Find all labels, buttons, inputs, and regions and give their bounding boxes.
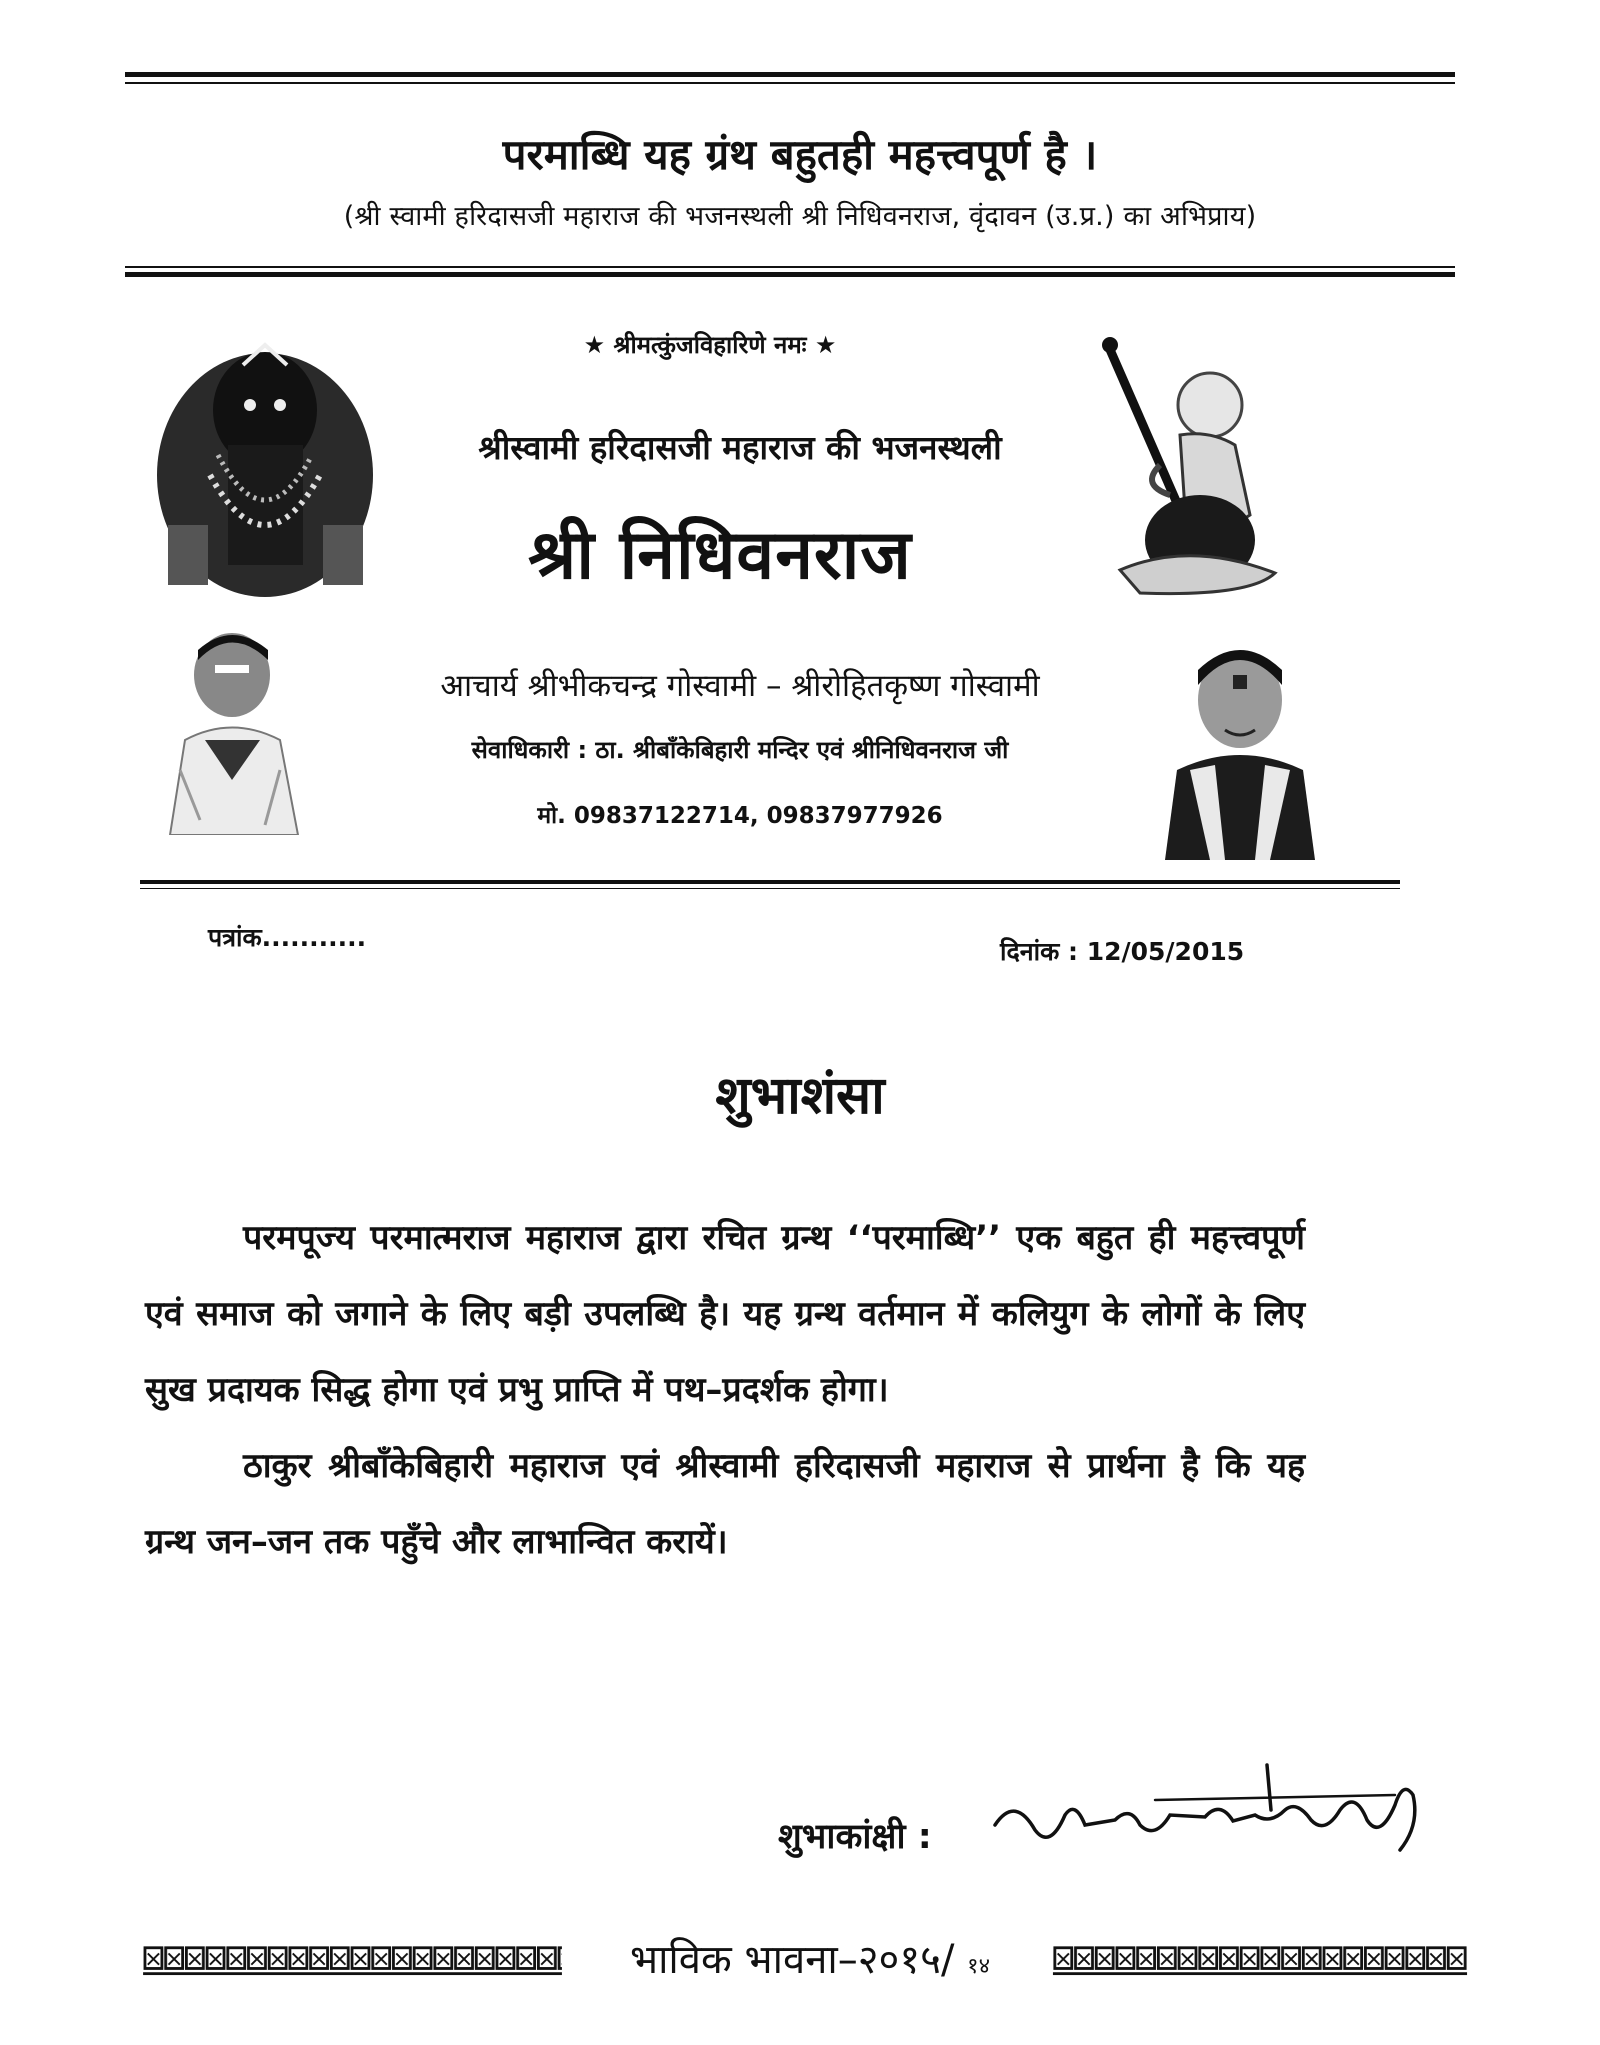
footer-page-number: १४ xyxy=(967,1954,991,1979)
footer-ornament-left xyxy=(130,1944,575,1976)
letterhead-line1: श्रीस्वामी हरिदासजी महाराज की भजनस्थली xyxy=(478,428,1002,467)
page-subtitle: (श्री स्वामी हरिदासजी महाराज की भजनस्थली श्री निधिवनराज, वृंदावन (उ.प्र.) का अभिप्राय) xyxy=(343,201,1257,232)
body-paragraph-2: ठाकुर श्रीबाँकेबिहारी महाराज एवं श्रीस्वामी हरिदासजी महाराज से प्रार्थना है कि यह ग्रन्थ जन–जन तक पहुँचे और लाभान्वित करायें। xyxy=(145,1446,1305,1562)
saint-with-tanpura-image xyxy=(1100,335,1290,605)
footer xyxy=(130,1930,1480,1984)
letterhead-rule-thick xyxy=(140,880,1400,884)
deity-image xyxy=(148,325,383,600)
footer-ornament-right xyxy=(1040,1944,1480,1976)
letterhead-phone: मो. 09837122714, 09837977926 xyxy=(537,803,943,829)
page-title: परमाब्धि यह ग्रंथ बहुतही महत्त्वपूर्ण है । xyxy=(502,130,1098,179)
letterhead-sevadhikari: सेवाधिकारी : ठा. श्रीबाँकेबिहारी मन्दिर एवं श्रीनिधिवनराज जी xyxy=(471,736,1009,764)
body-paragraph-1: परमपूज्य परमात्मराज महाराज द्वारा रचित ग्रन्थ ‘‘परमाब्धि’’ एक बहुत ही महत्त्वपूर्ण एवं समाज को जगाने के लिए बड़ी उपलब्धि है। यह ग्रन्थ वर्तमान में कलियुग के लोगों के लिए सुख प्रदायक सिद्ध होगा एवं प्रभु प्राप्ति में पथ–प्रदर्शक होगा। xyxy=(145,1218,1305,1410)
date-label: दिनांक : 12/05/2015 xyxy=(1000,937,1245,966)
acharya-portrait-left xyxy=(160,620,300,835)
footer-text: भाविक भावना–२०१५/ xyxy=(629,1937,955,1983)
letterhead-acharya: आचार्य श्रीभीकचन्द्र गोस्वामी – श्रीरोहितकृष्ण गोस्वामी xyxy=(440,668,1040,704)
letterhead-rule-thin xyxy=(140,888,1400,889)
header-rule-thick xyxy=(125,272,1455,277)
invocation-text: ★ श्रीमत्कुंजविहारिणे नमः ★ xyxy=(583,331,837,359)
letter-body xyxy=(145,1200,1305,1580)
well-wisher-label: शुभाकांक्षी : xyxy=(778,1817,932,1857)
footer-title xyxy=(580,1930,1040,1985)
top-rule-thick xyxy=(125,72,1455,77)
reference-number-label: पत्रांक........... xyxy=(208,923,367,952)
letterhead-name: श्री निधिवनराज xyxy=(528,516,912,595)
letter-heading: शुभाशंसा xyxy=(715,1066,885,1126)
acharya-portrait-right xyxy=(1165,630,1315,860)
handwritten-signature xyxy=(975,1755,1475,1865)
header-rule-thin xyxy=(125,266,1455,268)
top-rule-thin xyxy=(125,82,1455,84)
